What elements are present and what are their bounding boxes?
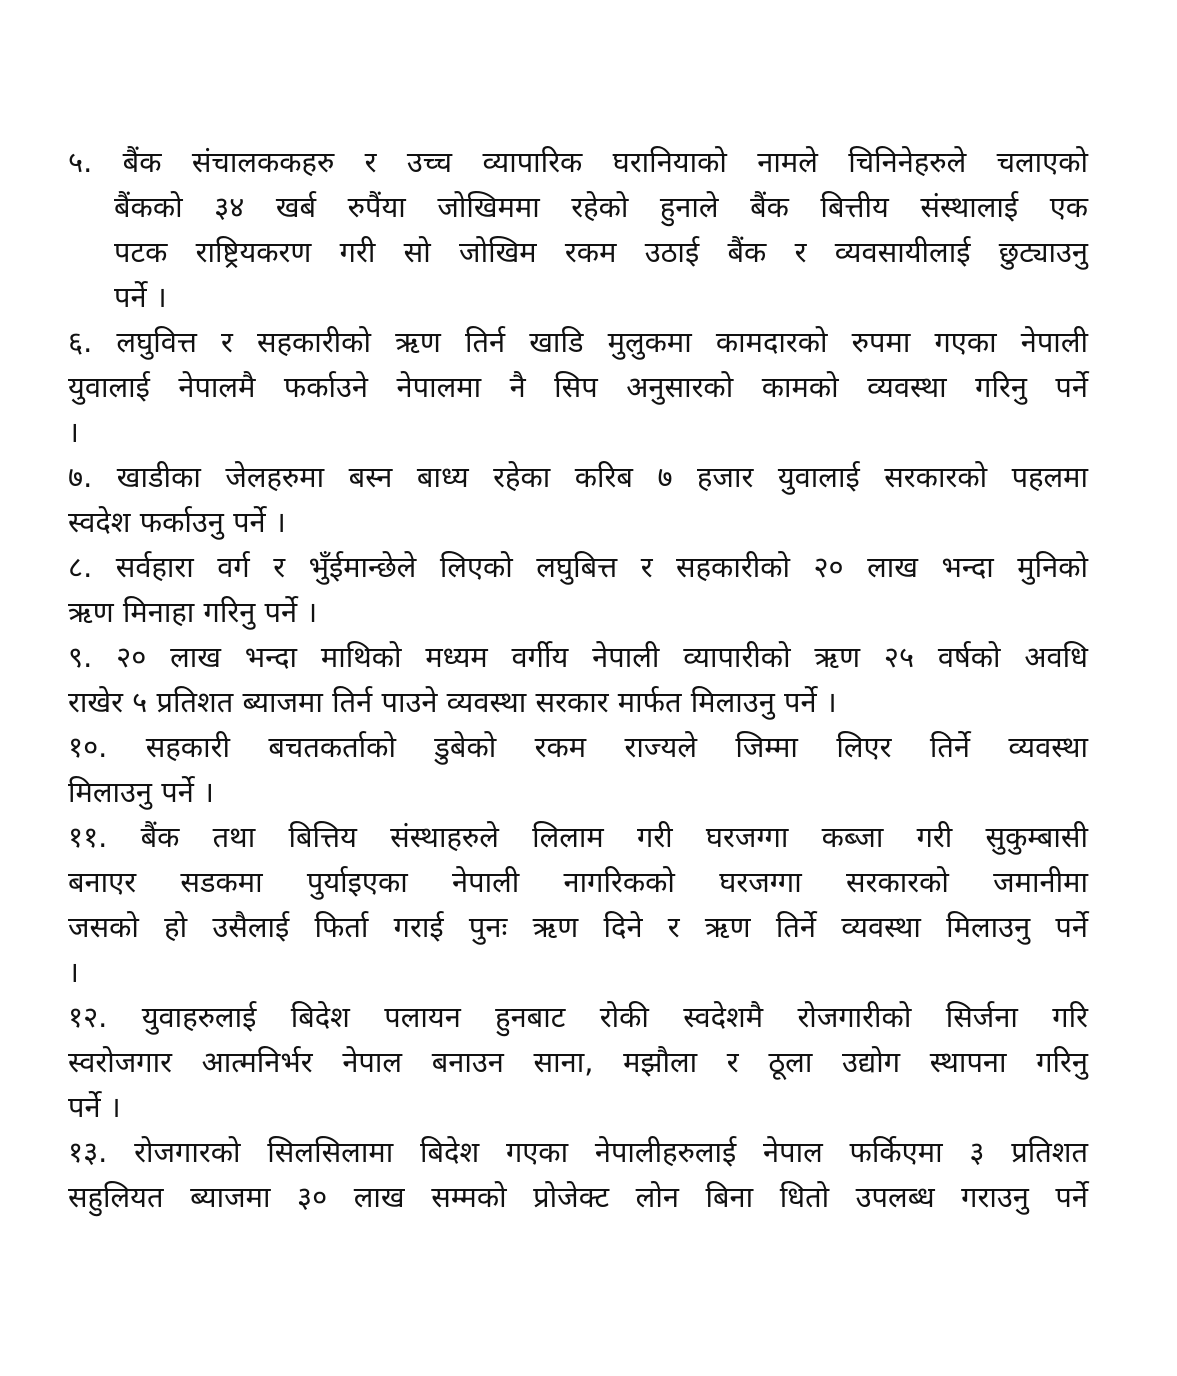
list-item-9 [68, 635, 1088, 725]
text-line: बैंकको ३४ खर्ब रुपैंया जोखिममा रहेको हुनाले बैंक बित्तीय संस्थालाई एक [114, 190, 1088, 224]
text-line: । [68, 415, 79, 449]
list-item-11 [68, 815, 1088, 995]
text-line: राखेर ५ प्रतिशत ब्याजमा तिर्न पाउने व्यवस्था सरकार मार्फत मिलाउनु पर्ने । [68, 685, 837, 719]
text-line: सहुलियत ब्याजमा ३० लाख सम्मको प्रोजेक्ट लोन बिना धितो उपलब्ध गराउनु पर्ने [68, 1180, 1088, 1214]
list-item-7 [68, 455, 1088, 545]
text-line: ५. बैंक संचालककहरु र उच्च व्यापारिक घरानियाको नामले चिनिनेहरुले चलाएको [68, 145, 1088, 179]
text-line: ८. सर्वहारा वर्ग र भुँईमान्छेले लिएको लघुबित्त र सहकारीको २० लाख भन्दा मुनिको [68, 550, 1088, 584]
text-line: ७. खाडीका जेलहरुमा बस्न बाध्य रहेका करिब ७ हजार युवालाई सरकारको पहलमा [68, 460, 1088, 494]
list-item-8 [68, 545, 1088, 635]
text-line: स्वरोजगार आत्मनिर्भर नेपाल बनाउन साना, मझौला र ठूला उद्योग स्थापना गरिनु [68, 1045, 1088, 1079]
list-item-12 [68, 995, 1088, 1130]
text-line: पर्ने । [68, 1090, 121, 1124]
text-line: स्वदेश फर्काउनु पर्ने । [68, 505, 286, 539]
text-line: ११. बैंक तथा बित्तिय संस्थाहरुले लिलाम गरी घरजग्गा कब्जा गरी सुकुम्बासी [68, 820, 1088, 854]
text-line: १३. रोजगारको सिलसिलामा बिदेश गएका नेपालीहरुलाई नेपाल फर्किएमा ३ प्रतिशत [68, 1135, 1088, 1169]
text-line: बनाएर सडकमा पुर्याइएका नेपाली नागरिकको घरजग्गा सरकारको जमानीमा [68, 865, 1088, 899]
list-item-5 [68, 140, 1088, 320]
text-line: ६. लघुवित्त र सहकारीको ऋण तिर्न खाडि मुलुकमा कामदारको रुपमा गएका नेपाली [68, 325, 1088, 359]
list-item-6 [68, 320, 1088, 455]
text-line: पर्ने । [114, 280, 167, 314]
text-line: मिलाउनु पर्ने । [68, 775, 215, 809]
text-line: । [68, 955, 79, 989]
text-line: १०. सहकारी बचतकर्ताको डुबेको रकम राज्यले जिम्मा लिएर तिर्ने व्यवस्था [68, 730, 1088, 764]
text-line: १२. युवाहरुलाई बिदेश पलायन हुनबाट रोकी स्वदेशमै रोजगारीको सिर्जना गरि [68, 1000, 1088, 1034]
text-line: युवालाई नेपालमै फर्काउने नेपालमा नै सिप अनुसारको कामको व्यवस्था गरिनु पर्ने [68, 370, 1088, 404]
text-line: ९. २० लाख भन्दा माथिको मध्यम वर्गीय नेपाली व्यापारीको ऋण २५ वर्षको अवधि [68, 640, 1088, 674]
text-line: जसको हो उसैलाई फिर्ता गराई पुनः ऋण दिने र ऋण तिर्ने व्यवस्था मिलाउनु पर्ने [68, 910, 1088, 944]
text-line: ऋण मिनाहा गरिनु पर्ने । [68, 595, 318, 629]
text-line: पटक राष्ट्रियकरण गरी सो जोखिम रकम उठाई बैंक र व्यवसायीलाई छुट्याउनु [114, 235, 1088, 269]
list-item-10 [68, 725, 1088, 815]
document-body [68, 140, 1088, 1220]
list-item-13 [68, 1130, 1088, 1220]
